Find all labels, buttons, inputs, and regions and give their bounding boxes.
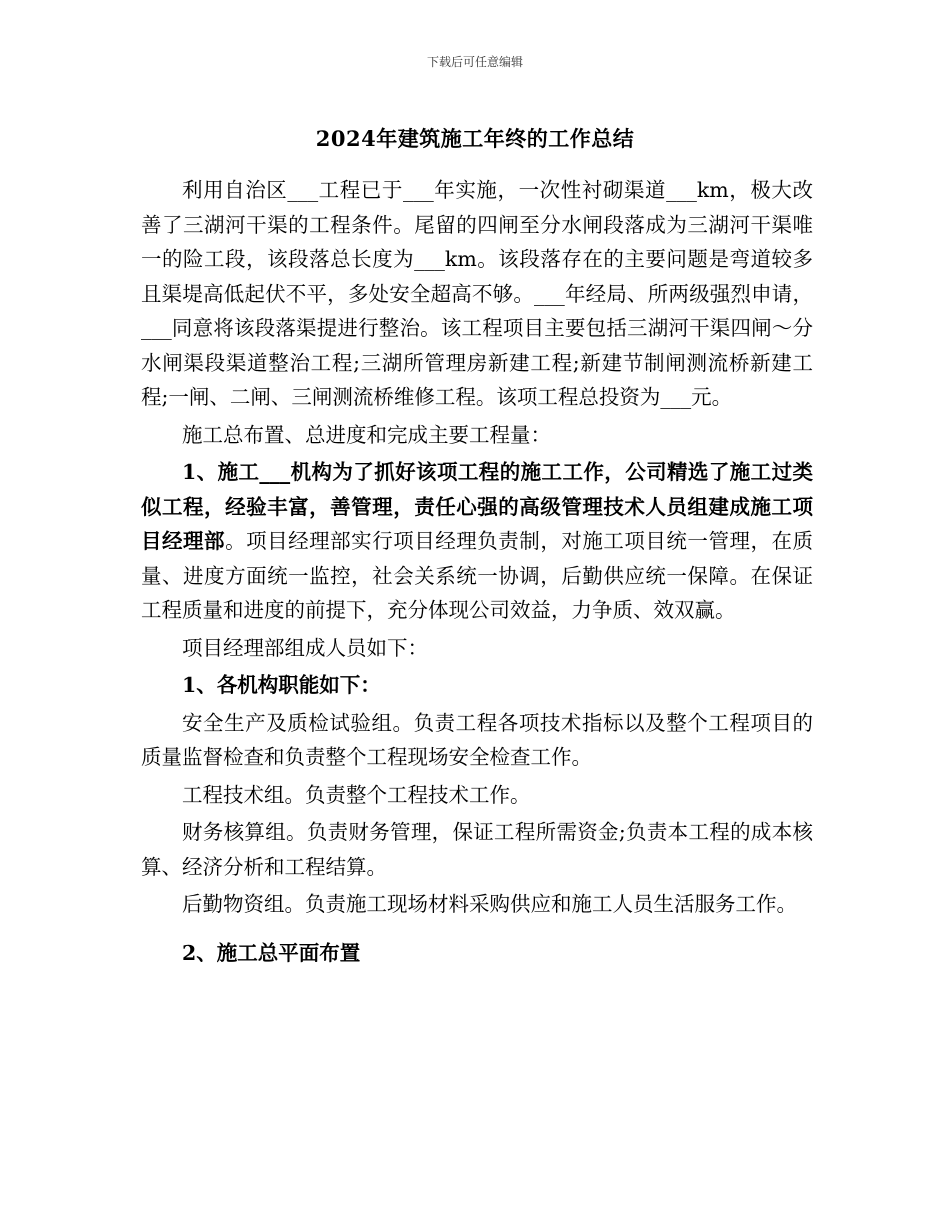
paragraph-members: 项目经理部组成人员如下：: [182, 635, 428, 660]
heading-functions: 1、各机构职能如下：: [182, 673, 381, 697]
paragraph-organization: [141, 455, 813, 628]
organization-bold-text: 1、施工___机构为了抓好该项工程的施工工作，公司精选了施工过类似工程，经验丰富，善管理，责任心强的高级管理技术人员组建成施工项目经理部: [141, 460, 813, 553]
paragraph-safety-group: 安全生产及质检试验组。负责工程各项技术指标以及整个工程项目的质量监督检查和负责整个工程现场安全检查工作。: [141, 710, 813, 769]
document-body: [141, 170, 813, 970]
header-note: 下载后可任意编辑: [426, 55, 523, 69]
organization-text: 。项目经理部实行项目经理负责制，对施工项目统一管理，在质量、进度方面统一监控，社会关系统一协调，后勤供应统一保障。在保证工程质量和进度的前提下，充分体现公司效益，力争质、效双赢。: [141, 529, 814, 622]
paragraph-overview: 施工总布置、总进度和完成主要工程量：: [182, 422, 551, 447]
heading-site-layout: 2、施工总平面布置: [182, 940, 361, 965]
paragraph-finance-group: 财务核算组。负责财务管理，保证工程所需资金;负责本工程的成本核算、经济分析和工程结算。: [141, 820, 813, 879]
paragraph-intro: 利用自治区___工程已于___年实施，一次性衬砌渠道___km，极大改善了三湖河干渠的工程条件。尾留的四闸至分水闸段落成为三湖河干渠唯一的险工段，该段落总长度为___km。该段落存在的主要问题是弯道较多且渠堤高低起伏不平，多处安全超高不够。___年经局、所两级强烈申请，___同意将该段落渠提进行整治。该工程项目主要包括三湖河干渠四闸～分水闸渠段渠道整治工程;三湖所管理房新建工程;新建节制闸测流桥新建工程;一闸、二闸、三闸测流桥维修工程。该项工程总投资为___元。: [141, 178, 813, 409]
document-title: 2024年建筑施工年终的工作总结: [315, 126, 635, 151]
paragraph-logistics-group: 后勤物资组。负责施工现场材料采购供应和施工人员生活服务工作。: [182, 892, 797, 916]
paragraph-tech-group: 工程技术组。负责整个工程技术工作。: [182, 782, 531, 807]
